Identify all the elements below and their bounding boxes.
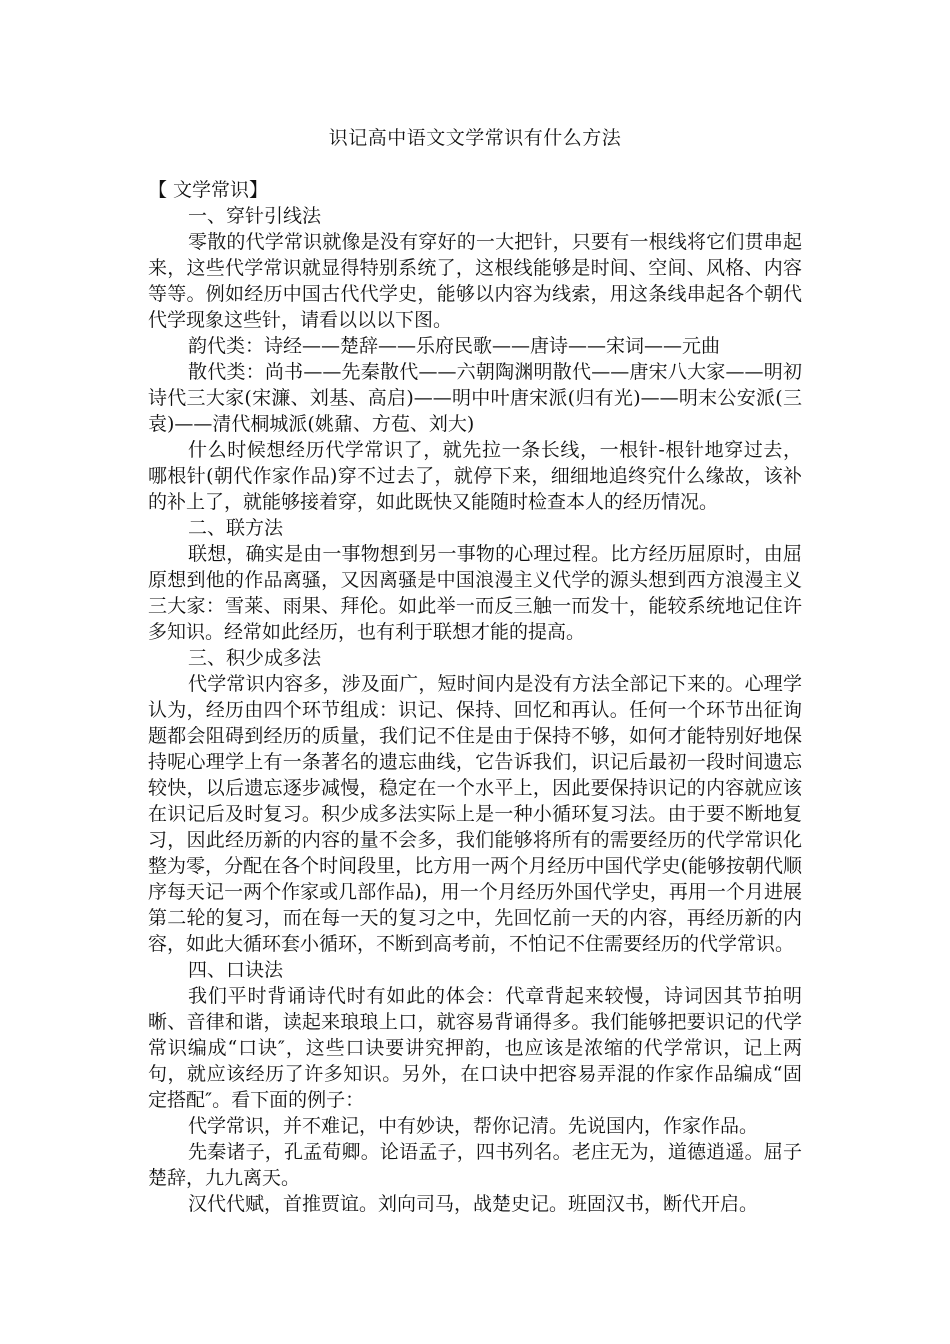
paragraph: 零散的代学常识就像是没有穿好的一大把针，只要有一根线将它们贯串起来，这些代学常识就显得特别系统了，这根线能够是时间、空间、风格、内容等等。例如经历中国古代代学史，能够以内容为线索，用这条线串起各个朝代代学现象这些针，请看以以以下图。 xyxy=(148,231,802,331)
paragraph: 先秦诸子，孔孟荀卿。论语孟子，四书列名。老庄无为，道德逍遥。屈子楚辞，九九离天。 xyxy=(148,1141,802,1189)
heading-4: 四、口诀法 xyxy=(188,959,284,981)
heading-2: 二、联方法 xyxy=(188,517,284,539)
document-body xyxy=(148,177,802,1217)
paragraph: 代学常识，并不难记，中有妙诀，帮你记清。先说国内，作家作品。 xyxy=(188,1115,759,1137)
paragraph: 联想，确实是由一事物想到另一事物的心理过程。比方经历屈原时，由屈原想到他的作品离骚，又因离骚是中国浪漫主义代学的源头想到西方浪漫主义三大家：雪莱、雨果、拜伦。如此举一而反三触一而发十，能较系统地记住许多知识。经常如此经历，也有利于联想才能的提高。 xyxy=(148,543,802,643)
section-label: 【 文学常识】 xyxy=(148,179,269,201)
heading-1: 一、穿针引线法 xyxy=(188,205,322,227)
paragraph: 汉代代赋，首推贾谊。刘向司马，战楚史记。班固汉书，断代开启。 xyxy=(188,1193,759,1215)
paragraph: 散代类：尚书——先秦散代——六朝陶渊明散代——唐宋八大家——明初诗代三大家(宋濂、刘基、高启)——明中叶唐宋派(归有光)——明末公安派(三袁)——清代桐城派(姚鼐、方苞、刘大) xyxy=(148,361,802,435)
paragraph: 什么时候想经历代学常识了，就先拉一条长线，一根针-根针地穿过去，哪根针(朝代作家作品)穿不过去了，就停下来，细细地追终究什么缘故，该补的补上了，就能够接着穿，如此既快又能随时检查本人的经历情况。 xyxy=(148,439,802,513)
paragraph: 韵代类：诗经——楚辞——乐府民歌——唐诗——宋词——元曲 xyxy=(188,335,721,357)
heading-3: 三、积少成多法 xyxy=(188,647,322,669)
page-title: 识记高中语文文学常识有什么方法 xyxy=(328,127,622,149)
paragraph: 代学常识内容多，涉及面广，短时间内是没有方法全部记下来的。心理学认为，经历由四个环节组成：识记、保持、回忆和再认。任何一个环节出征询题都会阻碍到经历的质量，我们记不住是由于保持不够，如何才能特别好地保持呢心理学上有一条著名的遗忘曲线，它告诉我们，识记后最初一段时间遗忘较快，以后遗忘逐步减慢，稳定在一个水平上，因此要保持识记的内容就应该在识记后及时复习。积少成多法实际上是一种小循环复习法。由于要不断地复习，因此经历新的内容的量不会多，我们能够将所有的需要经历的代学常识化整为零，分配在各个时间段里，比方用一两个月经历中国代学史(能够按朝代顺序每天记一两个作家或几部作品)，用一个月经历外国代学史，再用一个月进展第二轮的复习，而在每一天的复习之中，先回忆前一天的内容，再经历新的内容，如此大循环套小循环，不断到高考前，不怕记不住需要经历的代学常识。 xyxy=(148,673,802,955)
paragraph: 我们平时背诵诗代时有如此的体会：代章背起来较慢，诗词因其节拍明晰、音律和谐，读起来琅琅上口，就容易背诵得多。我们能够把要识记的代学常识编成“口诀″，这些口诀要讲究押韵，也应该是浓缩的代学常识，记上两句，就应该经历了许多知识。另外，在口诀中把容易弄混的作家作品编成“固定搭配″。看下面的例子： xyxy=(148,985,802,1111)
